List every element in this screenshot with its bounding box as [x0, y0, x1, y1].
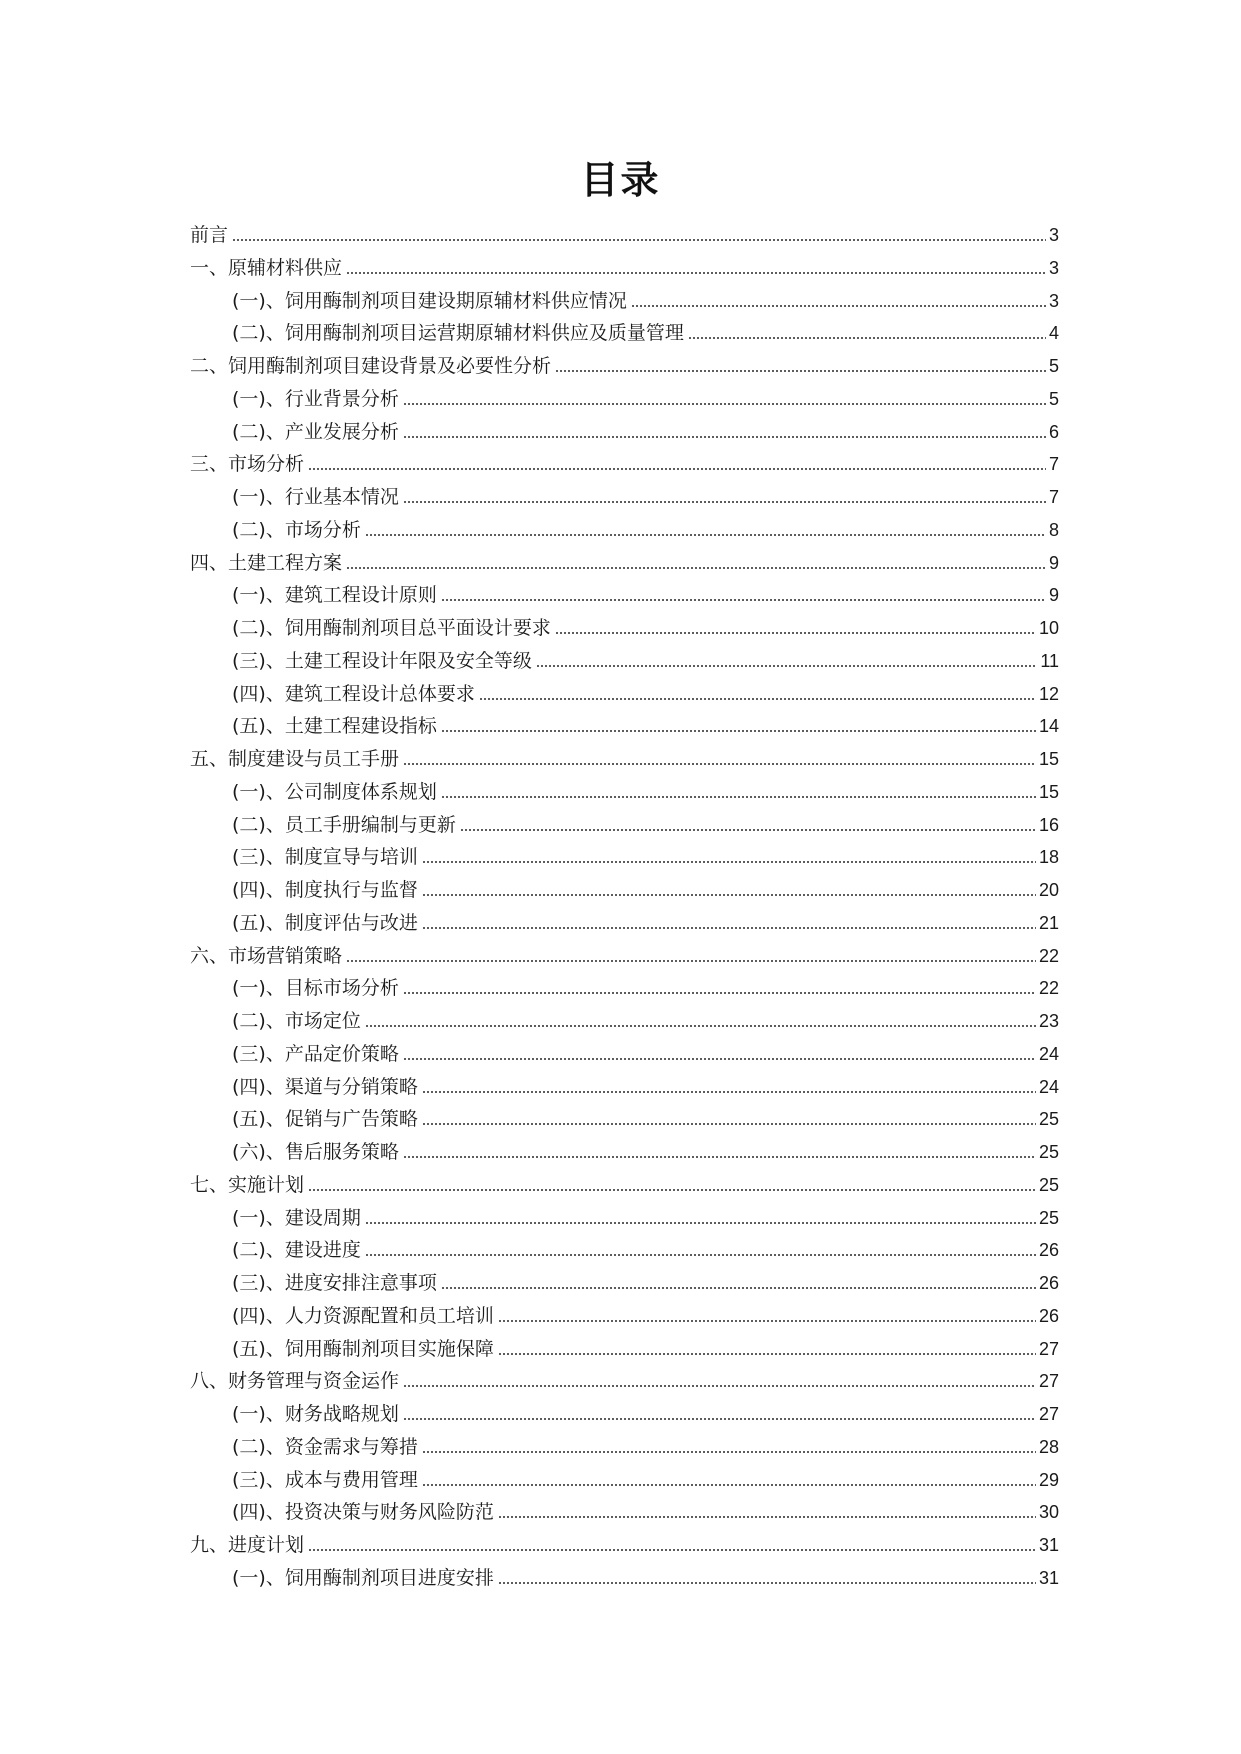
- toc-dot-leader: [441, 590, 1046, 602]
- toc-entry[interactable]: [190, 1431, 1059, 1464]
- toc-entry[interactable]: [190, 1333, 1059, 1366]
- toc-entry[interactable]: [190, 579, 1059, 612]
- toc-dot-leader: [422, 1475, 1036, 1487]
- toc-entry-text: (二)、市场定位: [232, 1010, 361, 1032]
- toc-entry-text: (二)、资金需求与筹措: [232, 1435, 418, 1458]
- toc-dot-leader: [403, 1409, 1036, 1421]
- toc-page-number: 23: [1038, 1011, 1059, 1031]
- toc-entry-text: 九、进度计划: [190, 1534, 305, 1556]
- toc-entry[interactable]: [190, 1103, 1059, 1136]
- toc-page-number: 3: [1048, 290, 1059, 311]
- toc-dot-leader: [555, 623, 1036, 635]
- toc-entry[interactable]: [190, 874, 1059, 907]
- toc-entry-text: (四)、投资决策与财务风险防范: [232, 1501, 494, 1524]
- toc-entry-text: 三、市场分析: [190, 453, 305, 476]
- toc-entry-text: (四)、渠道与分销策略: [232, 1075, 418, 1098]
- toc-page-number: 21: [1038, 912, 1059, 933]
- toc-page-number: 12: [1038, 683, 1059, 704]
- toc-entry[interactable]: [190, 710, 1059, 743]
- toc-entry-text: (一)、财务战略规划: [232, 1403, 399, 1425]
- toc-dot-leader: [365, 1213, 1036, 1225]
- toc-entry[interactable]: [190, 1529, 1059, 1562]
- toc-entry-text: (一)、饲用酶制剂项目进度安排: [232, 1566, 494, 1589]
- toc-page-number: 7: [1048, 487, 1059, 507]
- toc-entry-text: (四)、建筑工程设计总体要求: [232, 682, 475, 705]
- toc-entry[interactable]: [190, 219, 1059, 252]
- toc-entry[interactable]: [190, 1365, 1059, 1398]
- toc-entry-text: 一、原辅材料供应: [190, 256, 343, 279]
- toc-entry-text: (一)、行业背景分析: [232, 387, 399, 410]
- toc-entry[interactable]: [190, 776, 1059, 809]
- toc-list: [190, 219, 1059, 1595]
- toc-entry-text: 八、财务管理与资金运作: [190, 1370, 400, 1393]
- toc-dot-leader: [403, 427, 1046, 439]
- toc-entry-text: (一)、目标市场分析: [232, 977, 399, 1000]
- toc-entry-text: (六)、售后服务策略: [232, 1141, 399, 1163]
- toc-entry-text: (三)、土建工程设计年限及安全等级: [232, 649, 532, 672]
- toc-dot-leader: [422, 852, 1036, 864]
- toc-entry[interactable]: [190, 252, 1059, 285]
- toc-entry[interactable]: [190, 547, 1059, 580]
- toc-page-number: 27: [1038, 1338, 1059, 1359]
- toc-entry[interactable]: [190, 1267, 1059, 1300]
- toc-entry-text: (五)、土建工程建设指标: [232, 715, 437, 738]
- toc-page-number: 26: [1038, 1240, 1059, 1261]
- toc-entry[interactable]: [190, 1300, 1059, 1333]
- toc-dot-leader: [441, 787, 1036, 799]
- toc-entry-text: (四)、制度执行与监督: [232, 879, 418, 901]
- toc-page-number: 22: [1038, 978, 1059, 999]
- toc-dot-leader: [308, 459, 1046, 471]
- toc-page-number: 18: [1038, 847, 1059, 868]
- toc-dot-leader: [422, 1082, 1036, 1094]
- toc-entry[interactable]: [190, 743, 1059, 776]
- toc-page-number: 15: [1038, 749, 1059, 769]
- toc-page-number: 26: [1038, 1305, 1059, 1326]
- toc-page-number: 24: [1038, 1043, 1059, 1064]
- toc-page-number: 24: [1038, 1076, 1059, 1097]
- toc-dot-leader: [365, 525, 1046, 537]
- toc-title: 目录: [580, 158, 661, 202]
- toc-dot-leader: [403, 754, 1036, 766]
- toc-page-number: 31: [1038, 1535, 1059, 1555]
- toc-entry[interactable]: [190, 645, 1059, 678]
- toc-entry-text: 六、市场营销策略: [190, 944, 343, 967]
- toc-entry[interactable]: [190, 285, 1059, 318]
- toc-entry[interactable]: [190, 448, 1059, 481]
- toc-page-number: 25: [1038, 1174, 1059, 1195]
- toc-entry[interactable]: [190, 1562, 1059, 1595]
- toc-dot-leader: [232, 230, 1046, 242]
- toc-dot-leader: [403, 394, 1046, 406]
- toc-entry-text: (二)、产业发展分析: [232, 420, 399, 443]
- toc-page-number: 6: [1048, 421, 1059, 442]
- toc-entry-text: (五)、饲用酶制剂项目实施保障: [232, 1337, 494, 1360]
- toc-entry[interactable]: [190, 907, 1059, 940]
- toc-entry-text: (二)、员工手册编制与更新: [232, 813, 456, 836]
- toc-entry-text: (一)、建设周期: [232, 1206, 361, 1229]
- toc-page-number: 26: [1038, 1273, 1059, 1293]
- toc-entry[interactable]: [190, 1005, 1059, 1038]
- toc-entry[interactable]: [190, 416, 1059, 449]
- toc-entry-text: (五)、促销与广告策略: [232, 1108, 418, 1131]
- toc-dot-leader: [536, 656, 1037, 668]
- toc-page-number: 27: [1038, 1371, 1059, 1392]
- toc-entry-text: (二)、饲用酶制剂项目总平面设计要求: [232, 617, 551, 639]
- toc-dot-leader: [422, 885, 1036, 897]
- toc-entry-text: (三)、进度安排注意事项: [232, 1272, 437, 1294]
- toc-dot-leader: [365, 1245, 1036, 1257]
- toc-dot-leader: [631, 296, 1046, 308]
- toc-entry-text: (一)、饲用酶制剂项目建设期原辅材料供应情况: [232, 289, 627, 312]
- toc-page-number: 25: [1038, 1109, 1059, 1130]
- toc-page-number: 4: [1048, 323, 1059, 344]
- toc-entry-text: (三)、成本与费用管理: [232, 1468, 418, 1491]
- toc-page-number: 22: [1038, 945, 1059, 966]
- toc-entry[interactable]: [190, 350, 1059, 383]
- toc-dot-leader: [308, 1180, 1036, 1192]
- toc-dot-leader: [346, 951, 1036, 963]
- toc-dot-leader: [403, 983, 1036, 995]
- toc-page-number: 11: [1040, 650, 1059, 671]
- toc-dot-leader: [403, 1376, 1036, 1388]
- toc-page-number: 5: [1048, 388, 1059, 409]
- toc-entry[interactable]: [190, 612, 1059, 645]
- toc-entry-text: (二)、建设进度: [232, 1239, 361, 1262]
- toc-entry[interactable]: [190, 841, 1059, 874]
- toc-entry-text: 七、实施计划: [190, 1173, 305, 1196]
- toc-entry[interactable]: [190, 1202, 1059, 1235]
- toc-page-number: 10: [1038, 618, 1059, 638]
- toc-page-number: 31: [1038, 1567, 1059, 1588]
- toc-entry[interactable]: [190, 1038, 1059, 1071]
- toc-page-number: 3: [1048, 225, 1059, 245]
- toc-page-number: 29: [1038, 1469, 1059, 1490]
- toc-entry-text: (一)、公司制度体系规划: [232, 780, 437, 803]
- toc-dot-leader: [422, 1442, 1036, 1454]
- toc-dot-leader: [422, 1114, 1036, 1126]
- toc-dot-leader: [460, 820, 1036, 832]
- toc-entry[interactable]: [190, 1234, 1059, 1267]
- toc-page-number: 30: [1038, 1502, 1059, 1523]
- toc-page-number: 9: [1048, 585, 1059, 606]
- toc-entry-text: (二)、市场分析: [232, 518, 361, 541]
- toc-dot-leader: [498, 1507, 1036, 1519]
- toc-entry-text: 五、制度建设与员工手册: [190, 748, 400, 770]
- toc-page-number: 15: [1038, 781, 1059, 802]
- toc-page-number: 25: [1038, 1207, 1059, 1228]
- toc-page-number: 7: [1048, 454, 1059, 475]
- toc-dot-leader: [688, 328, 1046, 340]
- toc-dot-leader: [403, 1147, 1036, 1159]
- toc-entry[interactable]: [190, 1071, 1059, 1104]
- toc-page-number: 5: [1048, 356, 1059, 376]
- toc-entry[interactable]: [190, 678, 1059, 711]
- toc-dot-leader: [403, 492, 1046, 504]
- toc-entry-text: (一)、行业基本情况: [232, 486, 399, 508]
- toc-dot-leader: [498, 1311, 1036, 1323]
- toc-dot-leader: [441, 1278, 1036, 1290]
- toc-entry-text: (二)、饲用酶制剂项目运营期原辅材料供应及质量管理: [232, 322, 684, 345]
- toc-entry[interactable]: [190, 809, 1059, 842]
- toc-entry-text: (三)、制度宣导与培训: [232, 846, 418, 869]
- toc-entry[interactable]: [190, 514, 1059, 547]
- toc-dot-leader: [346, 263, 1046, 275]
- toc-dot-leader: [555, 361, 1046, 373]
- toc-dot-leader: [479, 689, 1036, 701]
- toc-dot-leader: [498, 1344, 1036, 1356]
- toc-entry[interactable]: [190, 1464, 1059, 1497]
- toc-entry[interactable]: [190, 481, 1059, 514]
- toc-entry-text: 四、土建工程方案: [190, 551, 343, 574]
- toc-dot-leader: [441, 721, 1036, 733]
- toc-dot-leader: [498, 1573, 1036, 1585]
- toc-page-number: 25: [1038, 1142, 1059, 1162]
- toc-dot-leader: [346, 558, 1046, 570]
- toc-entry[interactable]: [190, 383, 1059, 416]
- toc-dot-leader: [422, 918, 1036, 930]
- toc-page-number: 27: [1038, 1404, 1059, 1424]
- toc-dot-leader: [403, 1049, 1036, 1061]
- toc-entry[interactable]: [190, 317, 1059, 350]
- toc-entry[interactable]: [190, 972, 1059, 1005]
- toc-page-number: 8: [1048, 519, 1059, 540]
- toc-page-number: 28: [1038, 1436, 1059, 1457]
- toc-entry[interactable]: [190, 1136, 1059, 1169]
- toc-entry-text: 二、饲用酶制剂项目建设背景及必要性分析: [190, 355, 552, 377]
- toc-entry[interactable]: [190, 1169, 1059, 1202]
- toc-entry[interactable]: [190, 1496, 1059, 1529]
- toc-entry-text: 前言: [190, 224, 229, 246]
- toc-page-number: 20: [1038, 880, 1059, 900]
- toc-entry-text: (一)、建筑工程设计原则: [232, 584, 437, 607]
- toc-page-number: 16: [1038, 814, 1059, 835]
- toc-entry[interactable]: [190, 1398, 1059, 1431]
- toc-entry-text: (三)、产品定价策略: [232, 1042, 399, 1065]
- toc-dot-leader: [308, 1540, 1036, 1552]
- toc-dot-leader: [365, 1016, 1036, 1028]
- toc-entry-text: (四)、人力资源配置和员工培训: [232, 1304, 494, 1327]
- toc-entry[interactable]: [190, 940, 1059, 973]
- toc-page-number: 14: [1038, 716, 1059, 737]
- toc-page-number: 9: [1048, 552, 1059, 573]
- toc-entry-text: (五)、制度评估与改进: [232, 911, 418, 934]
- toc-page-number: 3: [1048, 257, 1059, 278]
